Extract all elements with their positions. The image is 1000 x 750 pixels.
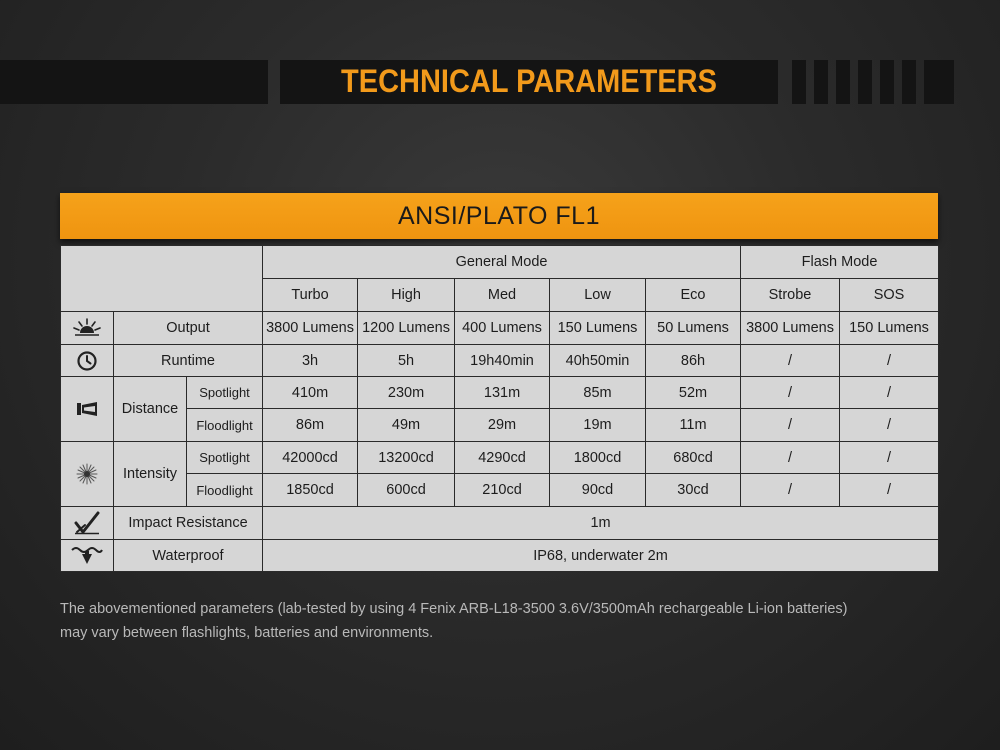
runtime-sos: / bbox=[840, 345, 939, 377]
output-low: 150 Lumens bbox=[550, 312, 646, 345]
intensity-spot-eco: 680cd bbox=[646, 442, 741, 474]
distance-floodlight-row bbox=[61, 409, 939, 442]
runtime-high: 5h bbox=[358, 345, 455, 377]
runtime-strobe: / bbox=[741, 345, 840, 377]
runtime-med: 19h40min bbox=[455, 345, 550, 377]
output-label: Output bbox=[114, 312, 263, 345]
distance-flood-high: 49m bbox=[358, 409, 455, 442]
output-sos: 150 Lumens bbox=[840, 312, 939, 345]
impact-label: Impact Resistance bbox=[114, 507, 263, 540]
intensity-spot-high: 13200cd bbox=[358, 442, 455, 474]
mode-low: Low bbox=[550, 279, 646, 312]
waterproof-icon bbox=[61, 540, 114, 572]
spec-table bbox=[60, 245, 939, 572]
footnote-line-2: may vary between flashlights, batteries and environments. bbox=[60, 625, 434, 641]
distance-flood-med: 29m bbox=[455, 409, 550, 442]
clock-icon bbox=[61, 345, 114, 377]
intensity-floodlight-label: Floodlight bbox=[187, 474, 263, 507]
intensity-spot-sos: / bbox=[840, 442, 939, 474]
output-rays-icon bbox=[61, 312, 114, 345]
output-turbo: 3800 Lumens bbox=[263, 312, 358, 345]
intensity-spot-med: 4290cd bbox=[455, 442, 550, 474]
spec-table-title bbox=[60, 193, 938, 239]
distance-flood-turbo: 86m bbox=[263, 409, 358, 442]
distance-flood-eco: 11m bbox=[646, 409, 741, 442]
intensity-flood-med: 210cd bbox=[455, 474, 550, 507]
intensity-floodlight-row bbox=[61, 474, 939, 507]
footnote bbox=[60, 597, 960, 645]
distance-spotlight-row bbox=[61, 377, 939, 409]
general-mode-header: General Mode bbox=[263, 246, 741, 279]
distance-flood-sos: / bbox=[840, 409, 939, 442]
page-title: TECHNICAL PARAMETERS bbox=[341, 63, 717, 100]
distance-floodlight-label: Floodlight bbox=[187, 409, 263, 442]
intensity-flood-sos: / bbox=[840, 474, 939, 507]
intensity-flood-low: 90cd bbox=[550, 474, 646, 507]
intensity-flood-high: 600cd bbox=[358, 474, 455, 507]
waterproof-row bbox=[61, 540, 939, 572]
output-med: 400 Lumens bbox=[455, 312, 550, 345]
waterproof-label: Waterproof bbox=[114, 540, 263, 572]
impact-check-icon bbox=[61, 507, 114, 540]
header-stripes bbox=[792, 60, 1000, 104]
intensity-spotlight-label: Spotlight bbox=[187, 442, 263, 474]
distance-spot-turbo: 410m bbox=[263, 377, 358, 409]
intensity-burst-icon bbox=[61, 442, 114, 507]
header-band-left bbox=[0, 60, 268, 104]
mode-eco: Eco bbox=[646, 279, 741, 312]
intensity-flood-turbo: 1850cd bbox=[263, 474, 358, 507]
footnote-line-1: The abovementioned parameters (lab-tested by using 4 Fenix ARB-L18-3500 3.6V/3500mAh rechargeable Li-ion batteries) bbox=[60, 601, 848, 617]
mode-high: High bbox=[358, 279, 455, 312]
distance-label: Distance bbox=[114, 377, 187, 442]
mode-med: Med bbox=[455, 279, 550, 312]
distance-spot-med: 131m bbox=[455, 377, 550, 409]
distance-spot-low: 85m bbox=[550, 377, 646, 409]
mode-sos: SOS bbox=[840, 279, 939, 312]
intensity-flood-strobe: / bbox=[741, 474, 840, 507]
runtime-eco: 86h bbox=[646, 345, 741, 377]
runtime-low: 40h50min bbox=[550, 345, 646, 377]
beam-distance-icon bbox=[61, 377, 114, 442]
intensity-label: Intensity bbox=[114, 442, 187, 507]
distance-spotlight-label: Spotlight bbox=[187, 377, 263, 409]
distance-flood-strobe: / bbox=[741, 409, 840, 442]
intensity-spot-strobe: / bbox=[741, 442, 840, 474]
distance-flood-low: 19m bbox=[550, 409, 646, 442]
intensity-spotlight-row bbox=[61, 442, 939, 474]
distance-spot-high: 230m bbox=[358, 377, 455, 409]
mode-strobe: Strobe bbox=[741, 279, 840, 312]
distance-spot-strobe: / bbox=[741, 377, 840, 409]
output-strobe: 3800 Lumens bbox=[741, 312, 840, 345]
distance-spot-eco: 52m bbox=[646, 377, 741, 409]
mode-turbo: Turbo bbox=[263, 279, 358, 312]
spec-title-text: ANSI/PLATO FL1 bbox=[398, 201, 600, 230]
flash-mode-header: Flash Mode bbox=[741, 246, 939, 279]
header-band bbox=[280, 60, 778, 104]
runtime-row bbox=[61, 345, 939, 377]
waterproof-value: IP68, underwater 2m bbox=[263, 540, 939, 572]
impact-value: 1m bbox=[263, 507, 939, 540]
output-high: 1200 Lumens bbox=[358, 312, 455, 345]
runtime-turbo: 3h bbox=[263, 345, 358, 377]
group-header-row bbox=[61, 246, 939, 279]
corner-cell bbox=[61, 246, 263, 312]
output-eco: 50 Lumens bbox=[646, 312, 741, 345]
output-row bbox=[61, 312, 939, 345]
intensity-spot-low: 1800cd bbox=[550, 442, 646, 474]
distance-spot-sos: / bbox=[840, 377, 939, 409]
intensity-spot-turbo: 42000cd bbox=[263, 442, 358, 474]
intensity-flood-eco: 30cd bbox=[646, 474, 741, 507]
runtime-label: Runtime bbox=[114, 345, 263, 377]
impact-row bbox=[61, 507, 939, 540]
